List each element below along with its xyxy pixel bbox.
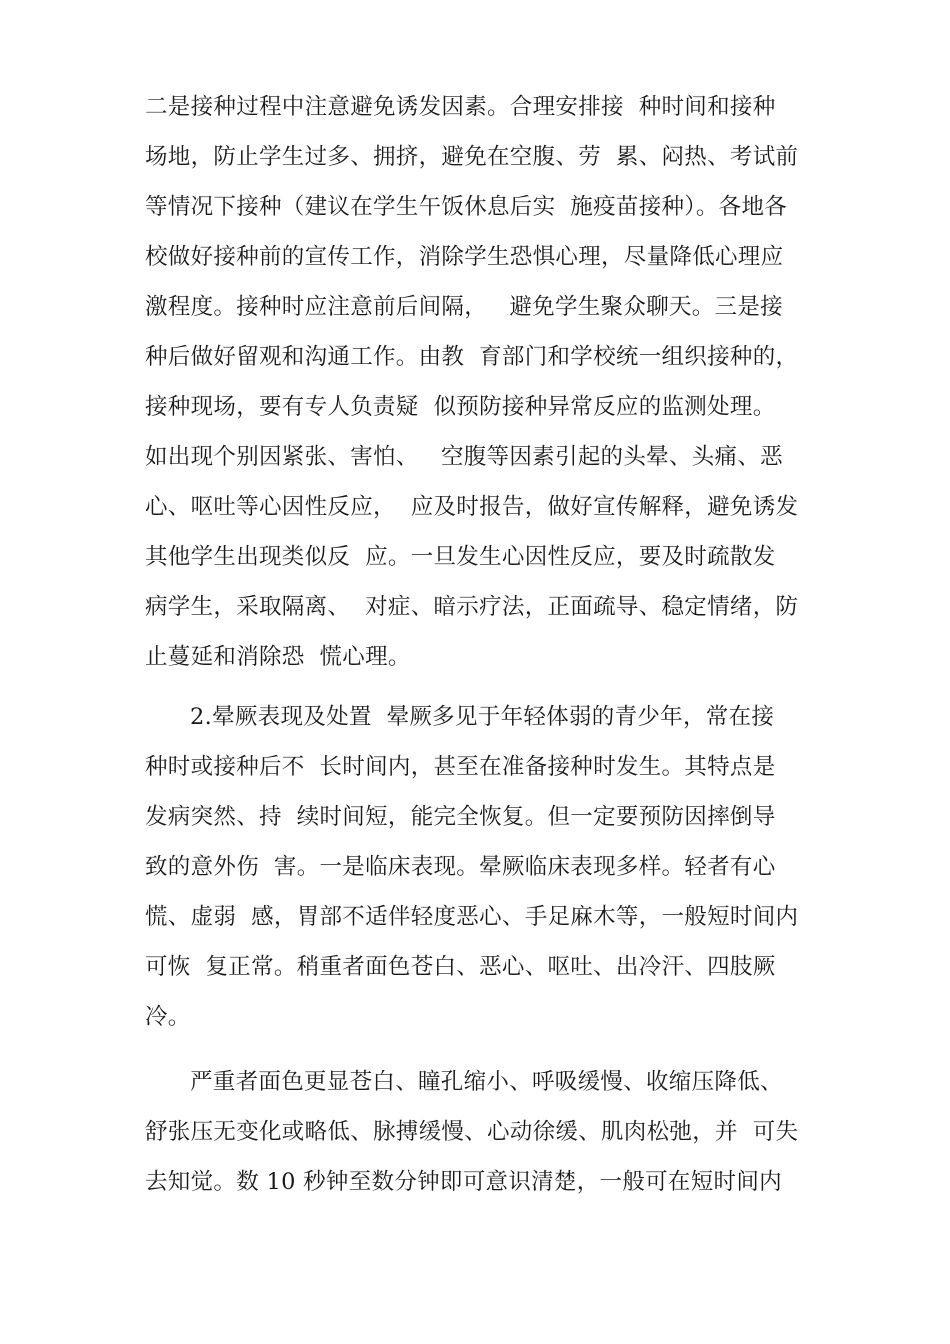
text-line: 种时或接种后不 长时间内，甚至在准备接种时发生。其特点是 [145, 754, 776, 780]
text-line: 致的意外伤 害。一是临床表现。晕厥临床表现多样。轻者有心 [145, 854, 776, 880]
text-line: 心、呕吐等心因性反应， 应及时报告，做好宣传解释，避免诱发 [145, 494, 799, 520]
text-line: 其他学生出现类似反 应。一旦发生心因性反应，要及时疏散发 [145, 544, 776, 570]
text-line: 激程度。接种时应注意前后间隔， 避免学生聚众聊天。三是接 [145, 294, 783, 320]
text-line: 场地，防止学生过多、拥挤，避免在空腹、劳 累、闷热、考试前 [145, 144, 799, 170]
text-line: 等情况下接种（建议在学生午饭休息后实 施疫苗接种）。各地各 [145, 194, 788, 220]
text-line: 如出现个别因紧张、害怕、 空腹等因素引起的头晕、头痛、恶 [145, 444, 783, 470]
text-line: 严重者面色更显苍白、瞳孔缩小、呼吸缓慢、收缩压降低、 [190, 1069, 783, 1095]
text-line: 病学生，采取隔离、 对症、暗示疗法，正面疏导、稳定情绪，防 [145, 594, 799, 620]
text-line: 接种现场，要有专人负责疑 似预防接种异常反应的监测处理。 [145, 394, 776, 420]
text-line: 舒张压无变化或略低、脉搏缓慢、心动徐缓、肌肉松弛，并 可失 [145, 1119, 799, 1145]
text-line: 校做好接种前的宣传工作，消除学生恐惧心理，尽量降低心理应 [145, 244, 784, 270]
text-line: 去知觉。数 10 秒钟至数分钟即可意识清楚，一般可在短时间内 [145, 1169, 782, 1195]
text-line: 可恢 复正常。稍重者面色苍白、恶心、呕吐、出冷汗、四肢厥 [145, 954, 776, 980]
text-line: 发病突然、持 续时间短，能完全恢复。但一定要预防因摔倒导 [145, 804, 776, 830]
text-line: 止蔓延和消除恐 慌心理。 [145, 644, 411, 670]
text-line: 种后做好留观和沟通工作。由教 育部门和学校统一组织接种的， [145, 344, 799, 370]
text-line: 二是接种过程中注意避免诱发因素。合理安排接 种时间和接种 [145, 94, 776, 120]
text-line: 慌、虚弱 感，胃部不适伴轻度恶心、手足麻木等，一般短时间内 [145, 904, 799, 930]
text-line: 冷。 [145, 1004, 191, 1030]
text-line: 2.晕厥表现及处置 晕厥多见于年轻体弱的青少年，常在接 [190, 704, 775, 730]
